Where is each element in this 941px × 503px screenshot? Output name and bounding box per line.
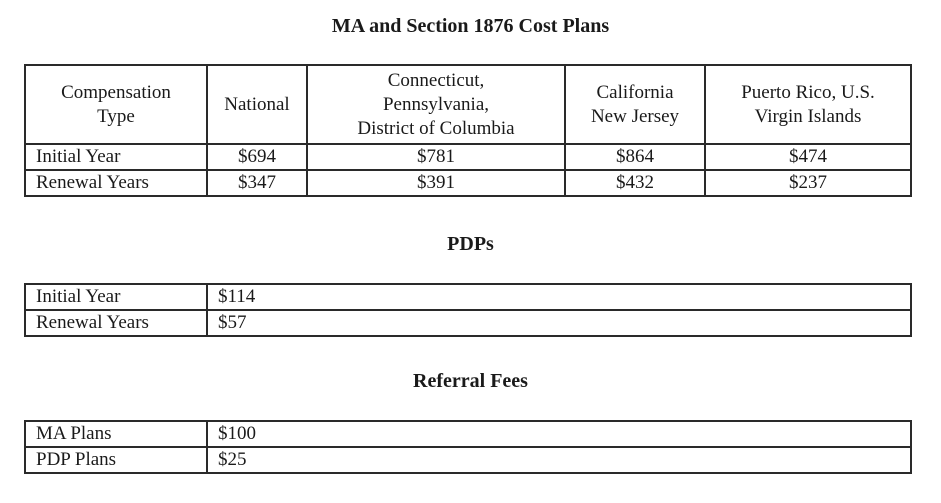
header-ct-pa-dc: Connecticut, Pennsylvania, District of Columbia (307, 65, 565, 144)
table-row (25, 144, 911, 170)
row-label: Initial Year (25, 144, 207, 170)
row-label: Renewal Years (25, 310, 207, 336)
row-label: MA Plans (25, 421, 207, 447)
pdps-title: PDPs (447, 233, 494, 255)
cell-value: $781 (307, 144, 565, 170)
row-label: Renewal Years (25, 170, 207, 196)
table-row (25, 310, 911, 336)
cost-plans-table (24, 64, 912, 197)
cost-plans-title: MA and Section 1876 Cost Plans (331, 15, 610, 37)
cell-value: $391 (307, 170, 565, 196)
row-label: PDP Plans (25, 447, 207, 473)
table-row (25, 447, 911, 473)
cell-value: $237 (705, 170, 911, 196)
row-label: Initial Year (25, 284, 207, 310)
cell-value: $114 (207, 284, 911, 310)
cell-value: $694 (207, 144, 307, 170)
header-compensation-type: Compensation Type (25, 65, 207, 144)
table-row (25, 170, 911, 196)
referral-fees-table (24, 420, 912, 474)
cost-plans-header-row (25, 65, 911, 144)
table-row (25, 284, 911, 310)
cell-value: $25 (207, 447, 911, 473)
header-pr-vi: Puerto Rico, U.S. Virgin Islands (705, 65, 911, 144)
pdps-table (24, 283, 912, 337)
cell-value: $100 (207, 421, 911, 447)
referral-fees-title: Referral Fees (413, 370, 528, 392)
cell-value: $474 (705, 144, 911, 170)
header-national: National (207, 65, 307, 144)
header-ca-nj: California New Jersey (565, 65, 705, 144)
cell-value: $432 (565, 170, 705, 196)
cell-value: $347 (207, 170, 307, 196)
cell-value: $57 (207, 310, 911, 336)
table-row (25, 421, 911, 447)
cell-value: $864 (565, 144, 705, 170)
